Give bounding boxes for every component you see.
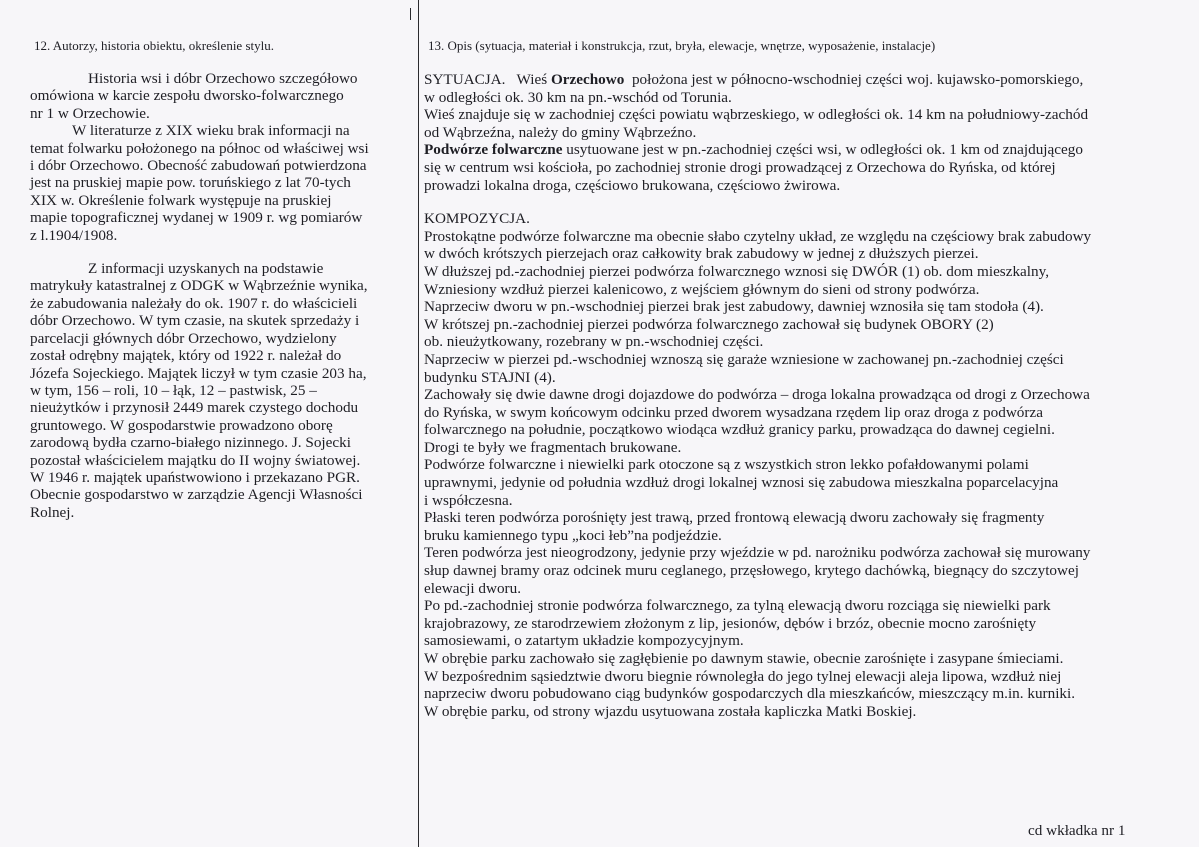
farmyard-term: Podwórze folwarczne — [424, 141, 563, 159]
left-text-line: zarodową bydła czarno-białego nizinnego. J. Sojecki — [30, 434, 351, 452]
right-text-line: Płaski teren podwórza porośnięty jest trawą, przed frontową elewacją dworu zachowały się fragmenty — [424, 509, 1045, 527]
top-tick-mark — [410, 8, 412, 20]
right-text-line: bruku kamiennego typu „koci łeb”na podjeździe. — [424, 526, 722, 544]
composition-lines — [424, 228, 1194, 721]
left-text-line: parcelacji głównych dóbr Orzechowo, wydzielony — [30, 329, 337, 347]
left-text-line: XIX w. Określenie folwark występuje na pruskiej — [30, 191, 332, 209]
situation-lines-a — [424, 89, 1194, 142]
right-text-line: Wieś znajduje się w zachodniej części powiatu wąbrzeskiego, w odległości ok. 14 km na południowy-zachód — [424, 106, 1089, 124]
left-text-line: W 1946 r. majątek upaństwowiono i przekazano PGR. — [30, 468, 360, 486]
left-text-line: Rolnej. — [30, 503, 75, 521]
left-text-line: Józefa Sojeckiego. Majątek liczył w tym czasie 203 ha, — [30, 364, 367, 382]
right-text-line: ob. nieużytkowany, rozebrany w pn.-wschodniej części. — [424, 333, 764, 351]
left-text-line: W literaturze z XIX wieku brak informacji na — [72, 122, 350, 140]
situation-line1-rest: położona jest w północno-wschodniej części woj. kujawsko-pomorskiego, — [624, 71, 1084, 88]
right-text-line: Po pd.-zachodniej stronie podwórza folwarcznego, za tylną elewacją dworu rozciąga się niewielki park — [424, 597, 1051, 615]
left-text-line: matrykuły katastralnej z ODGK w Wąbrzeźnie wynika, — [30, 277, 368, 295]
right-text-line: W krótszej pn.-zachodniej pierzei podwórza folwarcznego zachował się budynek OBORY (2) — [424, 315, 994, 333]
village-name: Orzechowo — [550, 71, 625, 88]
right-text-line: od Wąbrzeźna, należy do gminy Wąbrzeźno. — [424, 123, 697, 141]
right-text-line: Zachowały się dwie dawne drogi dojazdowe do podwórza – droga lokalna prowadząca od drogi z Orzechowa — [424, 386, 1090, 404]
right-text-line: krajobrazowy, ze starodrzewiem złożonym z lip, jesionów, dębów i brzóz, obecnie mocno zarośnięty — [424, 614, 1037, 632]
farmyard-line-rest: usytuowane jest w pn.-zachodniej części wsi, w odległości ok. 1 km od znajdującego — [562, 141, 1083, 159]
right-text-line: i współczesna. — [424, 491, 513, 509]
left-text-line: że zabudowania należały do ok. 1907 r. do właścicieli — [30, 294, 358, 312]
left-text-line: nr 1 w Orzechowie. — [30, 104, 150, 122]
right-text-line: Prostokątne podwórze folwarczne ma obecnie słabo czytelny układ, ze względu na częściowy brak zabudowy — [424, 227, 1092, 245]
left-text-line: i dóbr Orzechowo. Obecność zabudowań potwierdzona — [30, 157, 367, 175]
right-column-header: 13. Opis (sytuacja, materiał i konstrukcja, rzut, bryła, elewacje, wnętrze, wyposażenie, instalacje) — [428, 38, 936, 53]
right-text-line: w dwóch krótszych pierzejach oraz całkowity brak zabudowy w jednej z dłuższych pierzei. — [424, 245, 979, 263]
right-text-line: Naprzeciw w pierzei pd.-wschodniej wznoszą się garaże wzniesione w zachowanej pn.-zachodniej części — [424, 350, 1064, 368]
situation-lines-b — [424, 159, 1194, 194]
left-text-line: w tym, 156 – roli, 10 – łąk, 12 – pastwisk, 25 – — [30, 381, 317, 399]
left-text-line: Z informacji uzyskanych na podstawie — [88, 260, 324, 278]
situation-first-line — [424, 71, 1194, 89]
left-text-line: mapie topograficznej wydanej w 1909 r. wg pomiarów — [30, 209, 363, 227]
situation-heading: SYTUACJA. — [424, 71, 506, 88]
left-text-line: Historia wsi i dóbr Orzechowo szczegółowo — [88, 70, 358, 87]
left-text-line: Obecnie gospodarstwo w zarządzie Agencji Własności — [30, 486, 363, 504]
right-text-line: do Ryńska, w swym końcowym odcinku przed dworem wysadzana rzędem lip oraz droga z podwórza — [424, 403, 1043, 421]
right-column-body — [424, 71, 1194, 720]
left-column-header: 12. Autorzy, historia obiektu, określenie stylu. — [34, 38, 274, 53]
continuation-note: cd wkładka nr 1 — [1028, 822, 1126, 839]
right-text-line: W dłuższej pd.-zachodniej pierzei podwórza folwarcznego wznosi się DWÓR (1) ob. dom mieszkalny, — [424, 262, 1050, 280]
left-text-line: jest na pruskiej mapie pow. toruńskiego z lat 70-tych — [30, 174, 351, 192]
right-text-line: naprzeciw dworu pobudowano ciąg budynków gospodarczych dla mieszkańców, mieszczący m.in. kurniki. — [424, 685, 1076, 703]
farmyard-line — [424, 141, 1194, 159]
left-text-line: z l.1904/1908. — [30, 226, 118, 244]
section-gap — [424, 194, 1194, 210]
left-column — [30, 38, 410, 521]
situation-pre: Wieś — [505, 71, 551, 88]
right-text-line: W obrębie parku, od strony wjazdu usytuowana została kapliczka Matki Boskiej. — [424, 702, 917, 720]
left-column-body — [30, 70, 410, 521]
left-text-line: temat folwarku położonego na północ od właściwej wsi — [30, 139, 369, 157]
right-text-line: słup dawnej bramy oraz odcinek muru ceglanego, przęsłowego, krytego dachówką, biegnący do szczytowej — [424, 562, 1079, 580]
left-text-line: omówiona w karcie zespołu dworsko-folwarcznego — [30, 87, 344, 105]
right-text-line: Podwórze folwarczne i niewielki park otoczone są z wszystkich stron lekko pofałdowanymi polami — [424, 456, 1029, 474]
right-text-line: prowadzi lokalna droga, częściowo brukowana, częściowo żwirowa. — [424, 176, 841, 194]
column-divider — [418, 0, 419, 847]
right-text-line: budynku STAJNI (4). — [424, 368, 556, 386]
right-column — [424, 38, 1194, 720]
right-text-line: uprawnymi, jedynie od południa wzdłuż drogi lokalnej wznosi się zabudowa mieszkalna poparcelacyjna — [424, 474, 1059, 492]
right-text-line: Naprzeciw dworu w pn.-wschodniej pierzei brak jest zabudowy, dawniej wznosiła się tam stodoła (4). — [424, 298, 1044, 316]
right-text-line: w odległości ok. 30 km na pn.-wschód od Torunia. — [424, 88, 732, 106]
left-text-line: dóbr Orzechowo. W tym czasie, na skutek sprzedaży i — [30, 312, 360, 330]
paragraph-gap — [30, 244, 410, 260]
right-text-line: W bezpośrednim sąsiedztwie dworu biegnie równoległa do jego tylnej elewacji aleja lipowa, wzdłuż niej — [424, 667, 1062, 685]
left-text-line: został odrębny majątek, który od 1922 r. należał do — [30, 347, 342, 365]
right-text-line: samosiewami, o zatartym układzie kompozycyjnym. — [424, 632, 744, 650]
right-text-line: się w centrum wsi kościoła, po zachodniej stronie drogi prowadzącej z Orzechowa do Ryńska, od której — [424, 158, 1056, 176]
right-text-line: Wzniesiony wzdłuż pierzei kalenicowo, z wejściem głównym do sieni od strony podwórza. — [424, 280, 980, 298]
left-text-line: nieużytków i przynosił 2449 marek czystego dochodu — [30, 399, 359, 417]
left-text-line: pozostał właścicielem majątku do II wojny światowej. — [30, 451, 361, 469]
right-text-line: folwarcznego na południe, początkowo wiodąca wzdłuż granicy parku, prowadząca do dawnej cegielni. — [424, 421, 1055, 439]
left-text-line: gruntowego. W gospodarstwie prowadzono oborę — [30, 416, 333, 434]
right-text-line: W obrębie parku zachowało się zagłębienie po dawnym stawie, obecnie zarośnięte i zasypane śmieciami. — [424, 650, 1064, 667]
right-text-line: Teren podwórza jest nieogrodzony, jedynie przy wjeździe w pd. narożniku podwórza zachował się murowany — [424, 544, 1091, 562]
right-text-line: Drogi te były we fragmentach brukowane. — [424, 438, 682, 456]
right-text-line: elewacji dworu. — [424, 579, 521, 597]
composition-heading: KOMPOZYCJA. — [424, 210, 530, 228]
